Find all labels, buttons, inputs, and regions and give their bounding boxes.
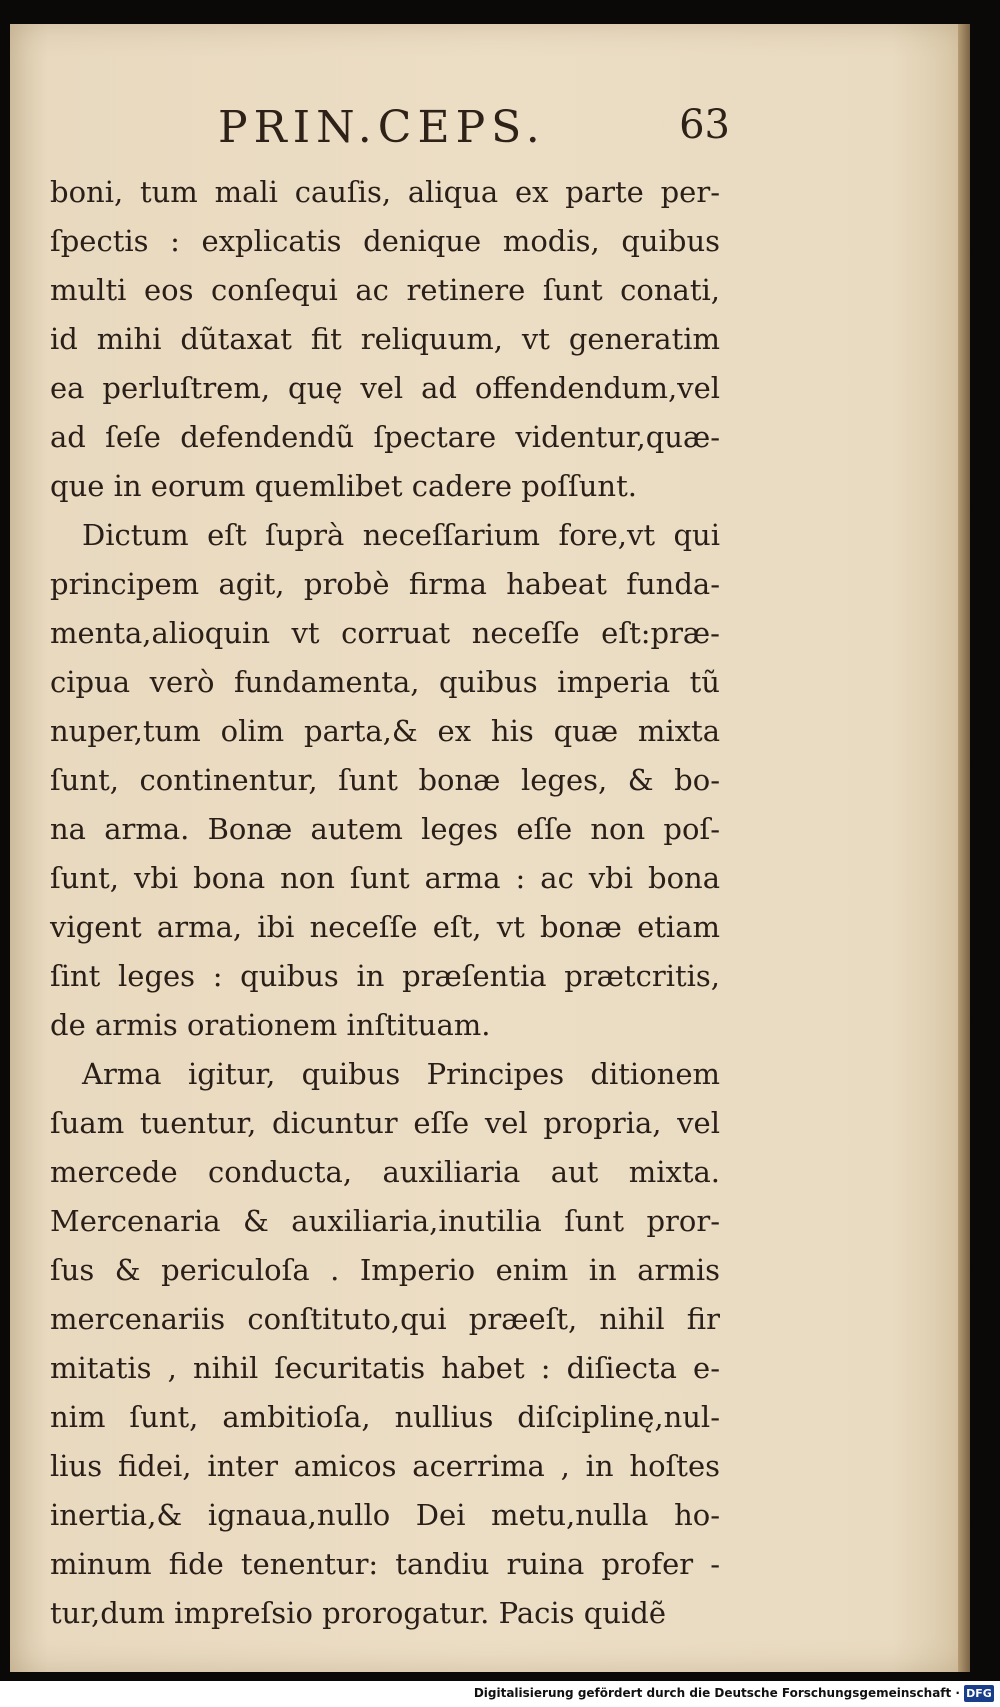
dfg-logo: DFG bbox=[964, 1685, 994, 1702]
page-header bbox=[50, 102, 730, 164]
text-line: Arma igitur, quibus Principes ditionem bbox=[82, 1057, 720, 1091]
text-line: ad ſeſe defendendũ ſpectare videntur,quæ- bbox=[50, 420, 720, 454]
text-line: ſunt, continentur, ſunt bonæ leges, & bo- bbox=[50, 763, 720, 797]
body-text bbox=[50, 168, 720, 1638]
text-line: mercenariis conſtituto,qui præeſt, nihil fir bbox=[50, 1302, 720, 1336]
text-line: minum fide tenentur: tandiu ruina profer - bbox=[50, 1547, 720, 1581]
page-edge bbox=[958, 24, 970, 1672]
text-line: vigent arma, ibi neceſſe eſt, vt bonæ etiam bbox=[50, 910, 720, 944]
text-line: mercede conducta, auxiliaria aut mixta. bbox=[50, 1155, 720, 1189]
text-line: ſunt, vbi bona non ſunt arma : ac vbi bona bbox=[50, 861, 720, 895]
text-line: id mihi dũtaxat fit reliquum, vt generatim bbox=[50, 322, 720, 356]
text-line: cipua verò fundamenta, quibus imperia tũ bbox=[50, 665, 720, 699]
footer-bar bbox=[0, 1681, 1000, 1707]
text-line: ſus & periculoſa . Imperio enim in armis bbox=[50, 1253, 720, 1287]
text-line: lius fidei, inter amicos acerrima , in hoſtes bbox=[50, 1449, 720, 1483]
text-line: ſuam tuentur, dicuntur eſſe vel propria, vel bbox=[50, 1106, 720, 1140]
text-line: ſint leges : quibus in præſentia prætcritis, bbox=[50, 959, 720, 993]
text-line: ea perluſtrem, quę vel ad offendendum,vel bbox=[50, 371, 720, 405]
text-line: ſpectis : explicatis denique modis, quibus bbox=[50, 224, 720, 258]
text-line: multi eos conſequi ac retinere ſunt conati, bbox=[50, 273, 720, 307]
text-line: inertia,& ignaua,nullo Dei metu,nulla ho- bbox=[50, 1498, 720, 1532]
text-line: de armis orationem inſtituam. bbox=[50, 1008, 491, 1042]
text-line: boni, tum mali cauſis, aliqua ex parte per- bbox=[50, 175, 720, 209]
text-line: Mercenaria & auxiliaria,inutilia ſunt pror- bbox=[50, 1204, 720, 1238]
text-line: nuper,tum olim parta,& ex his quæ mixta bbox=[50, 714, 720, 748]
text-line: na arma. Bonæ autem leges eſſe non poſ- bbox=[50, 812, 720, 846]
text-line: tur,dum impreſsio prorogatur. Pacis quidẽ bbox=[50, 1596, 666, 1630]
text-line: mitatis , nihil ſecuritatis habet : diſiecta e- bbox=[50, 1351, 720, 1385]
digitization-credit: Digitalisierung gefördert durch die Deutsche Forschungsgemeinschaft · bbox=[473, 1686, 960, 1700]
text-line: nim ſunt, ambitioſa, nullius diſciplinę,nul- bbox=[50, 1400, 720, 1434]
text-line: menta,alioquin vt corruat neceſſe eſt:præ- bbox=[50, 616, 720, 650]
text-line: Dictum eſt ſuprà neceſſarium fore,vt qui bbox=[82, 518, 720, 552]
text-line: que in eorum quemlibet cadere poſſunt. bbox=[50, 469, 637, 503]
running-title: PRIN.CEPS. bbox=[218, 102, 546, 153]
page-number: 63 bbox=[679, 102, 730, 148]
text-line: principem agit, probè firma habeat funda- bbox=[50, 567, 720, 601]
